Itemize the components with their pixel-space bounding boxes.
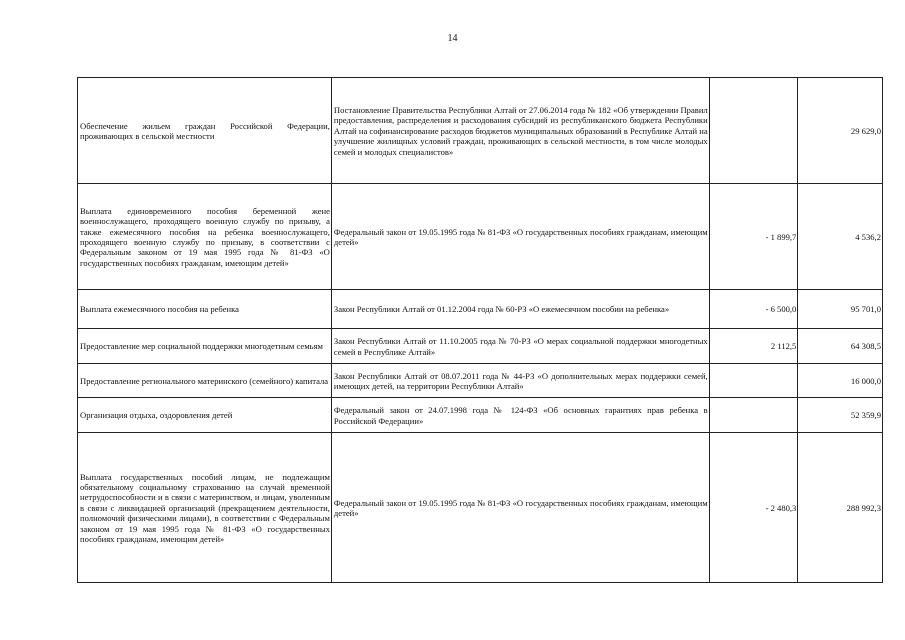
- change-amount-cell: - 1 899,7: [709, 184, 798, 290]
- page-number: 14: [447, 33, 458, 44]
- table-row: [78, 78, 883, 184]
- purpose-cell: Выплата ежемесячного пособия на ребенка: [78, 290, 332, 329]
- legal-act-cell: Постановление Правительства Республики Алтай от 27.06.2014 года № 182 «Об утверждении Правил предоставления, распределения и расходования субсидий из республиканского бюджета Республики Алтай на софинансирование расходов бюджетов муниципальных образований в Республике Алтай на улучшение жилищных условий граждан, проживающих в сельской местности, в том числе молодых семей и молодых специалистов»: [331, 78, 709, 184]
- purpose-cell: Обеспечение жильем граждан Российской Федерации, проживающих в сельской местности: [78, 78, 332, 184]
- total-amount-cell: 95 701,0: [798, 290, 883, 329]
- legal-act-cell: Закон Республики Алтай от 08.07.2011 года № 44-РЗ «О дополнительных мерах поддержки семей, имеющих детей, на территории Республики Алтай»: [331, 364, 709, 398]
- total-amount-cell: 16 000,0: [798, 364, 883, 398]
- change-amount-cell: 2 112,5: [709, 329, 798, 364]
- legal-act-cell: Закон Республики Алтай от 01.12.2004 года № 60-РЗ «О ежемесячном пособии на ребенка»: [331, 290, 709, 329]
- purpose-cell: Выплата единовременного пособия беременной жене военнослужащего, проходящего военную службу по призыву, а также ежемесячного пособия на ребенка военнослужащего, проходящего военную службу по призыву, в соответствии с Федеральным законом от 19 мая 1995 года № 81-ФЗ «О государственных пособиях гражданам, имеющим детей»: [78, 184, 332, 290]
- budget-table: [77, 77, 883, 583]
- purpose-cell: Выплата государственных пособий лицам, не подлежащим обязательному социальному страхованию на случай временной нетрудоспособности и в связи с материнством, и лицам, уволенным в связи с ликвидацией организаций (прекращением деятельности, полномочий физическими лицами), в соответствии с Федеральным законом от 19 мая 1995 года № 81-ФЗ «О государственных пособиях гражданам, имеющим детей»: [78, 433, 332, 583]
- change-amount-cell: - 6 500,0: [709, 290, 798, 329]
- total-amount-cell: 64 308,5: [798, 329, 883, 364]
- table-row: [78, 290, 883, 329]
- legal-act-cell: Федеральный закон от 19.05.1995 года № 81-ФЗ «О государственных пособиях гражданам, имеющим детей»: [331, 184, 709, 290]
- change-amount-cell: [709, 364, 798, 398]
- change-amount-cell: [709, 398, 798, 433]
- table-row: [78, 433, 883, 583]
- legal-act-cell: Закон Республики Алтай от 11.10.2005 года № 70-РЗ «О мерах социальной поддержки многодетных семей в Республике Алтай»: [331, 329, 709, 364]
- total-amount-cell: 52 359,9: [798, 398, 883, 433]
- table-row: [78, 398, 883, 433]
- total-amount-cell: 29 629,0: [798, 78, 883, 184]
- legal-act-cell: Федеральный закон от 19.05.1995 года № 81-ФЗ «О государственных пособиях гражданам, имеющим детей»: [331, 433, 709, 583]
- purpose-cell: Организация отдыха, оздоровления детей: [78, 398, 332, 433]
- table-row: [78, 364, 883, 398]
- purpose-cell: Предоставление регионального материнского (семейного) капитала: [78, 364, 332, 398]
- change-amount-cell: [709, 78, 798, 184]
- total-amount-cell: 4 536,2: [798, 184, 883, 290]
- table-row: [78, 329, 883, 364]
- table-row: [78, 184, 883, 290]
- purpose-cell: Предоставление мер социальной поддержки многодетным семьям: [78, 329, 332, 364]
- change-amount-cell: - 2 480,3: [709, 433, 798, 583]
- legal-act-cell: Федеральный закон от 24.07.1998 года № 124-ФЗ «Об основных гарантиях прав ребенка в Российской Федерации»: [331, 398, 709, 433]
- total-amount-cell: 288 992,3: [798, 433, 883, 583]
